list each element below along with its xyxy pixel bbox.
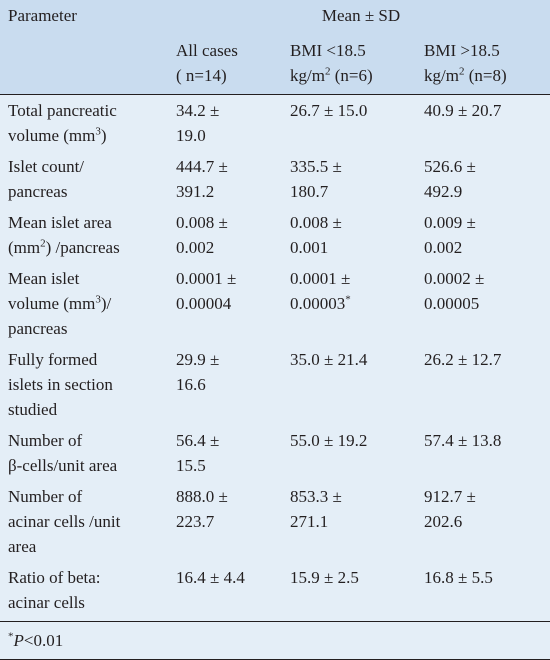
table-row (0, 263, 550, 344)
cell-bmi-high: 0.0002 ± 0.00005 (424, 269, 485, 313)
significance-marker: * (345, 293, 351, 306)
cell-all-cases: 888.0 ± 223.7 (176, 487, 228, 531)
table-row (0, 151, 550, 207)
header-bmi-low: BMI <18.5 $kg/m^2$ (n=6) (282, 32, 416, 95)
cell-bmi-high: 912.7 ± 202.6 (424, 487, 476, 531)
cell-all-cases: 16.4 ± 4.4 (176, 568, 245, 587)
header-all-cases: All cases ( n=14) (168, 32, 282, 95)
table-row (0, 425, 550, 481)
footnote-text: <0.01 (23, 631, 64, 650)
cell-bmi-low: 335.5 ± 180.7 (290, 157, 342, 201)
cell-bmi-low: 55.0 ± 19.2 (290, 431, 368, 450)
cell-bmi-high: 0.009 ± 0.002 (424, 213, 476, 257)
row-parameter: Ratio of beta: acinar cells (8, 568, 101, 612)
cell-all-cases: 0.008 ± 0.002 (176, 213, 228, 257)
cell-bmi-low: 26.7 ± 15.0 (282, 95, 416, 152)
row-parameter: Fully formed islets in section studied (8, 350, 113, 419)
table-row (0, 344, 550, 425)
row-parameter: Total pancreatic volume $(mm^3)$ (0, 95, 168, 152)
row-parameter: Number of acinar cells /unit area (8, 487, 121, 556)
table-footnote (0, 621, 550, 660)
row-parameter: Islet count/ pancreas (8, 157, 85, 201)
footnote-marker: * (8, 630, 14, 643)
header-bmi-high: BMI >18.5 $kg/m^2$ (n=8) (416, 32, 550, 95)
cell-bmi-high: 16.8 ± 5.5 (424, 568, 493, 587)
cell-all-cases: 444.7 ± 391.2 (176, 157, 228, 201)
cell-all-cases: 34.2 ± 19.0 (168, 95, 282, 152)
cell-bmi-high: 526.6 ± 492.9 (424, 157, 476, 201)
cell-bmi-high: 57.4 ± 13.8 (424, 431, 502, 450)
cell-bmi-low: 15.9 ± 2.5 (290, 568, 359, 587)
header-parameter: Parameter (0, 0, 168, 32)
table-row (0, 562, 550, 621)
row-parameter: Mean islet volume $(mm^3)/$ pancreas (8, 269, 112, 338)
cell-all-cases: 0.0001 ± 0.00004 (176, 269, 237, 313)
cell-bmi-low: 0.008 ± 0.001 (290, 213, 342, 257)
cell-bmi-low: 0.0001 ± 0.00003* (290, 269, 351, 313)
header-row-1 (0, 0, 550, 32)
table-row (0, 207, 550, 263)
cell-bmi-high: 40.9 ± 20.7 (416, 95, 550, 152)
cell-bmi-high: 26.2 ± 12.7 (424, 350, 502, 369)
cell-all-cases: 29.9 ± 16.6 (176, 350, 220, 394)
row-parameter: Mean islet area $(mm^2)$ /pancreas (8, 213, 120, 257)
footnote-p-symbol: P (13, 631, 24, 650)
table-row (0, 95, 550, 152)
table-row (0, 481, 550, 562)
header-empty-cell (0, 32, 168, 95)
cell-bmi-low: 853.3 ± 271.1 (290, 487, 342, 531)
row-parameter: Number of β-cells/unit area (8, 431, 118, 475)
header-mean-sd: Mean ± SD (168, 0, 550, 32)
cell-all-cases: 56.4 ± 15.5 (176, 431, 220, 475)
header-row-2 (0, 32, 550, 95)
cell-bmi-low: 35.0 ± 21.4 (290, 350, 368, 369)
